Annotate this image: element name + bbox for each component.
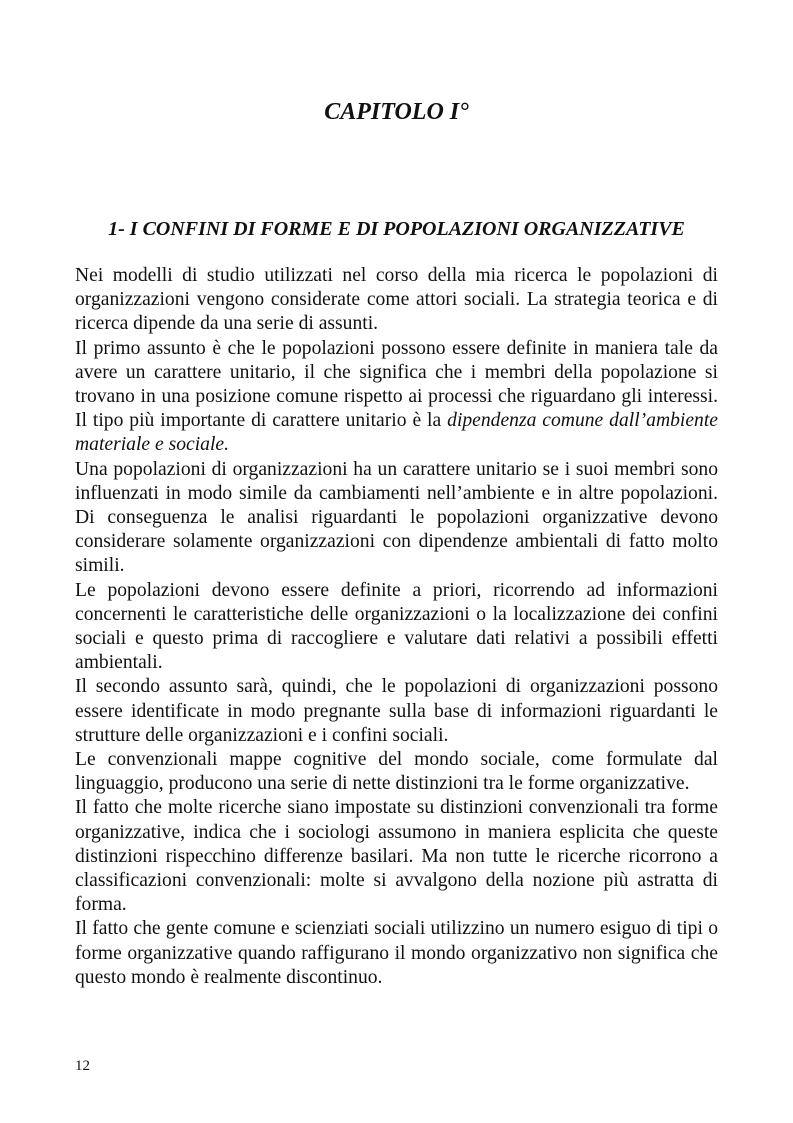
body-text — [75, 264, 718, 990]
page-number: 12 — [75, 1058, 90, 1074]
paragraph: Nei modelli di studio utilizzati nel corso della mia ricerca le popolazioni di organizzazioni vengono considerate come attori sociali. La strategia teorica e di ricerca dipende da una serie di assunti. — [75, 265, 718, 335]
paragraph: Il fatto che molte ricerche siano impostate su distinzioni convenzionali tra forme organizzative, indica che i sociologi assumono in maniera esplicita che queste distinzioni rispecchino differenze basilari. Ma non tutte le ricerche ricorrono a classificazioni convenzionali: molte si avvalgono della nozione più astratta di forma. — [75, 797, 718, 916]
paragraph: Una popolazioni di organizzazioni ha un carattere unitario se i suoi membri sono influenzati in modo simile da cambiamenti nell’ambiente e in altre popolazioni. Di conseguenza le analisi riguardanti le popolazioni organizzative devono considerare solamente organizzazioni con dipendenze ambientali di fatto molto simili. — [75, 458, 718, 577]
section-heading: 1- I CONFINI DI FORME E DI POPOLAZIONI ORGANIZZATIVE — [108, 218, 685, 240]
emphasis-text: dipendenza comune dall’ambiente materiale e sociale. — [75, 410, 718, 456]
chapter-title: CAPITOLO I° — [324, 99, 469, 125]
paragraph: Il secondo assunto sarà, quindi, che le popolazioni di organizzazioni possono essere identificate in modo pregnante sulla base di informazioni riguardanti le strutture delle organizzazioni e i confini sociali. — [75, 676, 718, 746]
paragraph: Il fatto che gente comune e scienziati sociali utilizzino un numero esiguo di tipi o forme organizzative quando raffigurano il mondo organizzativo non significa che questo mondo è realmente discontinuo. — [75, 918, 718, 988]
paragraph: Le popolazioni devono essere definite a priori, ricorrendo ad informazioni concernenti le caratteristiche delle organizzazioni o la localizzazione dei confini sociali e questo prima di raccogliere e valutare dati relativi a possibili effetti ambientali. — [75, 579, 718, 674]
paragraph: Il primo assunto è che le popolazioni possono essere definite in maniera tale da avere un carattere unitario, il che significa che i membri della popolazione si trovano in una posizione comune rispetto ai processi che riguardano gli interessi. Il tipo più importante di carattere unitario è la dipendenza comune dall’ambiente materiale e sociale. — [75, 337, 718, 456]
paragraph: Le convenzionali mappe cognitive del mondo sociale, come formulate dal linguaggio, producono una serie di nette distinzioni tra le forme organizzative. — [75, 749, 718, 795]
